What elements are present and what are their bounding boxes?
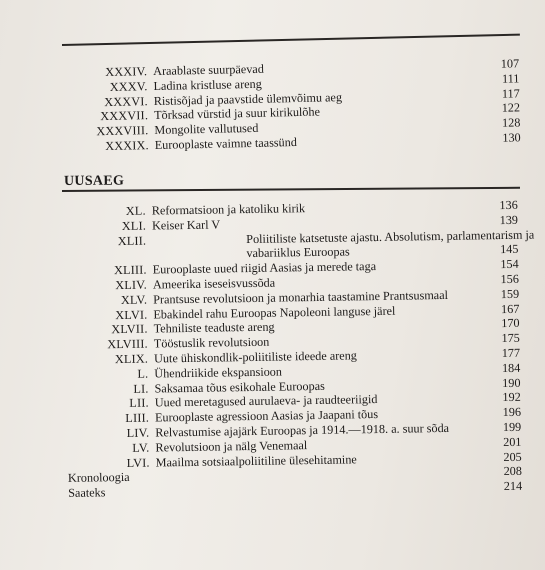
section-rule [62, 187, 520, 192]
chapter-number: XLVI. [115, 307, 148, 322]
page-number: 122 [501, 100, 521, 116]
chapter-title: Tõrksad vürstid ja suur kirikulõhe [153, 104, 321, 123]
chapter-number: XLIV. [115, 277, 148, 293]
chapter-number: L. [137, 366, 149, 381]
chapter-title: Ameerika iseseisvussõda [152, 275, 276, 292]
chapter-number: LIV. [126, 425, 150, 440]
chapter-number: LV. [132, 440, 150, 455]
chapter-number: LIII. [125, 410, 150, 426]
page-number: 167 [500, 301, 520, 316]
page-number: 170 [501, 316, 520, 331]
chapter-number: XLII. [117, 233, 147, 248]
page-number: 117 [501, 85, 520, 101]
chapter-title: Mongolite vallutused [154, 121, 259, 138]
chapter-number: XL. [125, 203, 146, 218]
chapter-title: Ühendriikide ekspansioon [154, 364, 283, 381]
chapter-title: Relvastumise ajajärk Euroopas ja 1914.—1918. a. suur sõda [155, 420, 450, 440]
chapter-number: XXXVI. [104, 93, 148, 109]
page-number: 208 [503, 464, 523, 479]
chapter-number: XLVIII. [107, 336, 148, 352]
page-number: 184 [501, 360, 521, 375]
chapter-title: Poliitiliste katsetuste ajastu. Absolutism, parlamentarism ja vabariiklus Euroopas [246, 227, 535, 261]
chapter-title: Prantsuse revolutsioon ja monarhia taastamine Prantsusmaal [153, 287, 449, 307]
page-number: 107 [500, 56, 520, 71]
chapter-number: XLVII. [111, 321, 148, 337]
page-number: 159 [500, 286, 520, 301]
page-number: 196 [502, 404, 522, 420]
chapter-number: XLIII. [113, 262, 147, 278]
chapter-number: XXXIX. [105, 138, 149, 154]
back-matter-title: Kronoloogia [67, 470, 130, 486]
chapter-number: XXXVII. [100, 108, 149, 124]
page-number: 139 [499, 212, 519, 227]
page-number: 130 [502, 130, 521, 145]
chapter-title: Reformatsioon ja katoliku kirik [151, 201, 306, 218]
chapter-title: Eurooplaste vaimne taassünd [154, 135, 298, 153]
chapter-number: XLV. [120, 292, 148, 307]
chapter-title: Keiser Karl V [151, 217, 221, 233]
page-number: 192 [502, 390, 521, 405]
page-number: 156 [500, 271, 520, 287]
chapter-title: Tehniliste teaduste areng [153, 320, 275, 336]
page-number: 111 [501, 71, 520, 86]
page-number: 136 [499, 197, 518, 213]
chapter-number: XLIX. [114, 351, 149, 367]
page-number: 175 [501, 330, 520, 346]
chapter-title: Saksamaa tõus esikohale Euroopas [154, 378, 325, 396]
page-number: 205 [503, 449, 522, 464]
chapter-title: Ristisõjad ja paavstide ülemvõimu aeg [153, 89, 343, 108]
chapter-number: XXXIV. [105, 64, 148, 80]
chapter-number: LVI. [126, 455, 150, 470]
chapter-title: Araablaste suurpäevad [153, 61, 264, 79]
chapter-title: Uute ühiskondlik-poliitiliste ideede areng [153, 348, 357, 366]
page-number: 154 [500, 256, 519, 272]
chapter-title: Maailma sotsiaalpoliitiline ülesehitamine [155, 451, 357, 470]
page-number: 145 [500, 242, 519, 257]
chapter-title: Eurooplaste agressioon Aasias ja Jaapani tõus [154, 407, 379, 425]
chapter-title: Ladina kristluse areng [153, 76, 262, 93]
page-number: 177 [501, 345, 521, 361]
chapter-title: Revolutsioon ja nälg Venemaal [155, 437, 308, 455]
toc-part2 [58, 197, 535, 501]
page-number: 214 [503, 478, 523, 494]
chapter-number: XXXVIII. [96, 123, 149, 139]
top-rule [62, 34, 520, 46]
chapter-number: LII. [129, 395, 149, 411]
page-number: 190 [502, 375, 521, 390]
page-number: 128 [501, 115, 521, 130]
chapter-number: XXXV. [109, 78, 148, 94]
section-heading: UUSAEG [63, 173, 125, 189]
back-matter-title: Saateks [68, 485, 106, 501]
page-number: 199 [502, 419, 522, 435]
chapter-number: LI. [133, 381, 149, 396]
chapter-number: XLI. [121, 218, 147, 233]
chapter-title: Uued meretagused aurulaeva- ja raudteeriigid [154, 392, 378, 410]
chapter-title: Eurooplaste uued riigid Aasias ja merede taga [152, 259, 377, 277]
chapter-title: Ebakindel rahu Euroopas Napoleoni languse järel [153, 303, 396, 322]
chapter-title: Tööstuslik revolutsioon [153, 334, 270, 351]
toc-part1 [59, 56, 521, 154]
page-number: 201 [503, 434, 522, 449]
